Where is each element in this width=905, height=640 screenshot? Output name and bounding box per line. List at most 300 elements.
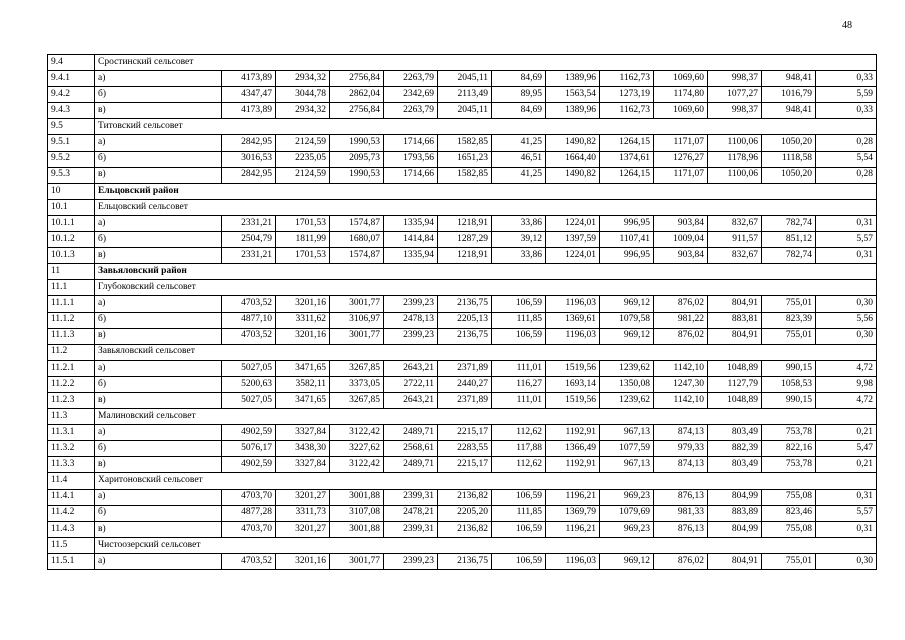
value-cell: 2399,31 bbox=[384, 489, 438, 505]
row-code: 9.4.2 bbox=[48, 87, 95, 103]
value-cell: 0,31 bbox=[816, 489, 877, 505]
value-cell: 804,99 bbox=[708, 521, 762, 537]
table-row bbox=[48, 167, 877, 183]
table-row bbox=[48, 296, 877, 312]
value-cell: 2756,84 bbox=[330, 103, 384, 119]
value-cell: 2215,17 bbox=[438, 425, 492, 441]
row-code: 10 bbox=[48, 183, 95, 199]
value-cell: 2136,82 bbox=[438, 521, 492, 537]
table-row bbox=[48, 425, 877, 441]
value-cell: 1264,15 bbox=[600, 167, 654, 183]
value-cell: 1079,69 bbox=[600, 505, 654, 521]
table-row bbox=[48, 312, 877, 328]
section-header-row bbox=[48, 409, 877, 425]
value-cell: 5027,05 bbox=[222, 360, 276, 376]
value-cell: 2371,89 bbox=[438, 360, 492, 376]
value-cell: 882,39 bbox=[708, 441, 762, 457]
row-variant-label: в) bbox=[95, 392, 222, 408]
value-cell: 1680,07 bbox=[330, 232, 384, 248]
value-cell: 1335,94 bbox=[384, 215, 438, 231]
table-row bbox=[48, 360, 877, 376]
table-row bbox=[48, 328, 877, 344]
value-cell: 1009,04 bbox=[654, 232, 708, 248]
section-title: Титовский сельсовет bbox=[95, 119, 877, 135]
value-cell: 3201,16 bbox=[276, 296, 330, 312]
value-cell: 4347,47 bbox=[222, 87, 276, 103]
value-cell: 876,02 bbox=[654, 296, 708, 312]
value-cell: 1693,14 bbox=[546, 376, 600, 392]
section-header-row bbox=[48, 473, 877, 489]
value-cell: 1178,96 bbox=[708, 151, 762, 167]
value-cell: 1192,91 bbox=[546, 425, 600, 441]
value-cell: 903,84 bbox=[654, 248, 708, 264]
value-cell: 969,12 bbox=[600, 328, 654, 344]
value-cell: 2095,73 bbox=[330, 151, 384, 167]
value-cell: 1574,87 bbox=[330, 248, 384, 264]
district-header-row bbox=[48, 183, 877, 199]
value-cell: 1414,84 bbox=[384, 232, 438, 248]
table-row bbox=[48, 457, 877, 473]
value-cell: 832,67 bbox=[708, 248, 762, 264]
section-title: Сростинский сельсовет bbox=[95, 55, 877, 71]
value-cell: 1664,40 bbox=[546, 151, 600, 167]
value-cell: 1171,07 bbox=[654, 135, 708, 151]
value-cell: 804,91 bbox=[708, 553, 762, 569]
row-variant-label: в) bbox=[95, 103, 222, 119]
value-cell: 2045,11 bbox=[438, 103, 492, 119]
row-variant-label: б) bbox=[95, 151, 222, 167]
row-variant-label: а) bbox=[95, 553, 222, 569]
value-cell: 883,81 bbox=[708, 312, 762, 328]
value-cell: 1389,96 bbox=[546, 103, 600, 119]
value-cell: 111,85 bbox=[492, 505, 546, 521]
value-cell: 4703,70 bbox=[222, 521, 276, 537]
section-header-row bbox=[48, 280, 877, 296]
value-cell: 0,28 bbox=[816, 135, 877, 151]
value-cell: 1218,91 bbox=[438, 215, 492, 231]
value-cell: 106,59 bbox=[492, 521, 546, 537]
table-row bbox=[48, 215, 877, 231]
value-cell: 1563,54 bbox=[546, 87, 600, 103]
row-code: 10.1.3 bbox=[48, 248, 95, 264]
value-cell: 2862,04 bbox=[330, 87, 384, 103]
value-cell: 1264,15 bbox=[600, 135, 654, 151]
value-cell: 1990,53 bbox=[330, 135, 384, 151]
value-cell: 1127,79 bbox=[708, 376, 762, 392]
value-cell: 5,47 bbox=[816, 441, 877, 457]
value-cell: 2235,05 bbox=[276, 151, 330, 167]
value-cell: 782,74 bbox=[762, 215, 816, 231]
value-cell: 2045,11 bbox=[438, 71, 492, 87]
value-cell: 2136,75 bbox=[438, 328, 492, 344]
value-cell: 822,16 bbox=[762, 441, 816, 457]
tariff-table bbox=[47, 54, 877, 570]
value-cell: 2371,89 bbox=[438, 392, 492, 408]
section-title: Малиновский сельсовет bbox=[95, 409, 877, 425]
value-cell: 5,59 bbox=[816, 87, 877, 103]
value-cell: 1701,53 bbox=[276, 248, 330, 264]
value-cell: 84,69 bbox=[492, 103, 546, 119]
table-row bbox=[48, 103, 877, 119]
value-cell: 3201,27 bbox=[276, 521, 330, 537]
value-cell: 3327,84 bbox=[276, 457, 330, 473]
value-cell: 804,99 bbox=[708, 489, 762, 505]
value-cell: 0,30 bbox=[816, 553, 877, 569]
value-cell: 3016,53 bbox=[222, 151, 276, 167]
value-cell: 1192,91 bbox=[546, 457, 600, 473]
value-cell: 969,12 bbox=[600, 553, 654, 569]
value-cell: 1077,59 bbox=[600, 441, 654, 457]
row-variant-label: в) bbox=[95, 328, 222, 344]
value-cell: 3107,08 bbox=[330, 505, 384, 521]
value-cell: 876,02 bbox=[654, 328, 708, 344]
value-cell: 876,13 bbox=[654, 489, 708, 505]
table-row bbox=[48, 151, 877, 167]
value-cell: 1196,03 bbox=[546, 553, 600, 569]
value-cell: 1224,01 bbox=[546, 248, 600, 264]
value-cell: 1100,06 bbox=[708, 135, 762, 151]
value-cell: 1016,79 bbox=[762, 87, 816, 103]
value-cell: 1247,30 bbox=[654, 376, 708, 392]
value-cell: 5,57 bbox=[816, 505, 877, 521]
value-cell: 0,21 bbox=[816, 457, 877, 473]
table-row bbox=[48, 553, 877, 569]
value-cell: 1069,60 bbox=[654, 71, 708, 87]
row-variant-label: а) bbox=[95, 489, 222, 505]
row-variant-label: б) bbox=[95, 505, 222, 521]
row-code: 11 bbox=[48, 264, 95, 280]
row-code: 10.1 bbox=[48, 199, 95, 215]
value-cell: 1582,85 bbox=[438, 167, 492, 183]
table-row bbox=[48, 392, 877, 408]
value-cell: 0,30 bbox=[816, 296, 877, 312]
value-cell: 1077,27 bbox=[708, 87, 762, 103]
value-cell: 1239,62 bbox=[600, 360, 654, 376]
value-cell: 1519,56 bbox=[546, 392, 600, 408]
value-cell: 874,13 bbox=[654, 457, 708, 473]
value-cell: 106,59 bbox=[492, 296, 546, 312]
row-code: 9.4.3 bbox=[48, 103, 95, 119]
value-cell: 1793,56 bbox=[384, 151, 438, 167]
value-cell: 2842,95 bbox=[222, 135, 276, 151]
value-cell: 1048,89 bbox=[708, 392, 762, 408]
value-cell: 3582,11 bbox=[276, 376, 330, 392]
row-code: 9.4.1 bbox=[48, 71, 95, 87]
value-cell: 3001,77 bbox=[330, 328, 384, 344]
value-cell: 1224,01 bbox=[546, 215, 600, 231]
value-cell: 1196,03 bbox=[546, 296, 600, 312]
row-variant-label: а) bbox=[95, 360, 222, 376]
value-cell: 1196,21 bbox=[546, 521, 600, 537]
section-header-row bbox=[48, 344, 877, 360]
value-cell: 755,08 bbox=[762, 521, 816, 537]
value-cell: 753,78 bbox=[762, 425, 816, 441]
value-cell: 1374,61 bbox=[600, 151, 654, 167]
value-cell: 876,02 bbox=[654, 553, 708, 569]
value-cell: 979,33 bbox=[654, 441, 708, 457]
value-cell: 967,13 bbox=[600, 425, 654, 441]
value-cell: 755,08 bbox=[762, 489, 816, 505]
value-cell: 5,54 bbox=[816, 151, 877, 167]
value-cell: 117,88 bbox=[492, 441, 546, 457]
value-cell: 755,01 bbox=[762, 328, 816, 344]
row-code: 9.5.1 bbox=[48, 135, 95, 151]
value-cell: 2568,61 bbox=[384, 441, 438, 457]
value-cell: 3267,85 bbox=[330, 392, 384, 408]
value-cell: 998,37 bbox=[708, 103, 762, 119]
value-cell: 883,89 bbox=[708, 505, 762, 521]
value-cell: 2756,84 bbox=[330, 71, 384, 87]
value-cell: 4877,10 bbox=[222, 312, 276, 328]
row-code: 9.5.2 bbox=[48, 151, 95, 167]
value-cell: 755,01 bbox=[762, 296, 816, 312]
value-cell: 4703,52 bbox=[222, 328, 276, 344]
value-cell: 1490,82 bbox=[546, 167, 600, 183]
value-cell: 41,25 bbox=[492, 135, 546, 151]
value-cell: 2113,49 bbox=[438, 87, 492, 103]
value-cell: 1519,56 bbox=[546, 360, 600, 376]
value-cell: 969,12 bbox=[600, 296, 654, 312]
row-variant-label: б) bbox=[95, 376, 222, 392]
value-cell: 1107,41 bbox=[600, 232, 654, 248]
value-cell: 1276,27 bbox=[654, 151, 708, 167]
value-cell: 3001,88 bbox=[330, 489, 384, 505]
value-cell: 753,78 bbox=[762, 457, 816, 473]
value-cell: 0,21 bbox=[816, 425, 877, 441]
table-row bbox=[48, 376, 877, 392]
row-variant-label: б) bbox=[95, 441, 222, 457]
row-variant-label: а) bbox=[95, 215, 222, 231]
table-row bbox=[48, 521, 877, 537]
value-cell: 1714,66 bbox=[384, 167, 438, 183]
value-cell: 2124,59 bbox=[276, 167, 330, 183]
value-cell: 1162,73 bbox=[600, 103, 654, 119]
value-cell: 2215,17 bbox=[438, 457, 492, 473]
row-code: 11.2.2 bbox=[48, 376, 95, 392]
value-cell: 981,22 bbox=[654, 312, 708, 328]
district-header-row bbox=[48, 264, 877, 280]
table-row bbox=[48, 232, 877, 248]
value-cell: 4703,52 bbox=[222, 553, 276, 569]
value-cell: 998,37 bbox=[708, 71, 762, 87]
value-cell: 1171,07 bbox=[654, 167, 708, 183]
value-cell: 2124,59 bbox=[276, 135, 330, 151]
table-row bbox=[48, 505, 877, 521]
value-cell: 4902,59 bbox=[222, 457, 276, 473]
value-cell: 39,12 bbox=[492, 232, 546, 248]
value-cell: 803,49 bbox=[708, 457, 762, 473]
value-cell: 782,74 bbox=[762, 248, 816, 264]
value-cell: 0,31 bbox=[816, 215, 877, 231]
value-cell: 2136,75 bbox=[438, 296, 492, 312]
value-cell: 1350,08 bbox=[600, 376, 654, 392]
value-cell: 106,59 bbox=[492, 489, 546, 505]
value-cell: 2643,21 bbox=[384, 360, 438, 376]
value-cell: 2504,79 bbox=[222, 232, 276, 248]
value-cell: 990,15 bbox=[762, 360, 816, 376]
value-cell: 2263,79 bbox=[384, 103, 438, 119]
value-cell: 2331,21 bbox=[222, 215, 276, 231]
value-cell: 2722,11 bbox=[384, 376, 438, 392]
value-cell: 874,13 bbox=[654, 425, 708, 441]
value-cell: 2399,31 bbox=[384, 521, 438, 537]
value-cell: 3227,62 bbox=[330, 441, 384, 457]
row-variant-label: в) bbox=[95, 248, 222, 264]
value-cell: 3201,27 bbox=[276, 489, 330, 505]
row-variant-label: в) bbox=[95, 521, 222, 537]
value-cell: 851,12 bbox=[762, 232, 816, 248]
value-cell: 1142,10 bbox=[654, 360, 708, 376]
section-header-row bbox=[48, 119, 877, 135]
value-cell: 3471,65 bbox=[276, 392, 330, 408]
row-code: 11.1 bbox=[48, 280, 95, 296]
row-code: 11.4.3 bbox=[48, 521, 95, 537]
value-cell: 106,59 bbox=[492, 328, 546, 344]
row-code: 11.2.1 bbox=[48, 360, 95, 376]
value-cell: 1990,53 bbox=[330, 167, 384, 183]
value-cell: 111,01 bbox=[492, 392, 546, 408]
value-cell: 3327,84 bbox=[276, 425, 330, 441]
value-cell: 5076,17 bbox=[222, 441, 276, 457]
value-cell: 1218,91 bbox=[438, 248, 492, 264]
row-code: 11.1.1 bbox=[48, 296, 95, 312]
value-cell: 996,95 bbox=[600, 215, 654, 231]
page-number: 48 bbox=[842, 20, 852, 31]
value-cell: 803,49 bbox=[708, 425, 762, 441]
value-cell: 0,33 bbox=[816, 103, 877, 119]
value-cell: 4877,28 bbox=[222, 505, 276, 521]
value-cell: 1050,20 bbox=[762, 135, 816, 151]
row-code: 10.1.1 bbox=[48, 215, 95, 231]
value-cell: 2136,75 bbox=[438, 553, 492, 569]
value-cell: 2440,27 bbox=[438, 376, 492, 392]
value-cell: 2842,95 bbox=[222, 167, 276, 183]
value-cell: 2643,21 bbox=[384, 392, 438, 408]
value-cell: 4,72 bbox=[816, 392, 877, 408]
value-cell: 3311,73 bbox=[276, 505, 330, 521]
district-title: Завьяловский район bbox=[95, 264, 877, 280]
district-title: Ельцовский район bbox=[95, 183, 877, 199]
value-cell: 112,62 bbox=[492, 425, 546, 441]
value-cell: 4,72 bbox=[816, 360, 877, 376]
value-cell: 2399,23 bbox=[384, 296, 438, 312]
value-cell: 1811,99 bbox=[276, 232, 330, 248]
value-cell: 1389,96 bbox=[546, 71, 600, 87]
row-code: 11.4 bbox=[48, 473, 95, 489]
value-cell: 3001,77 bbox=[330, 296, 384, 312]
value-cell: 1079,58 bbox=[600, 312, 654, 328]
section-header-row bbox=[48, 537, 877, 553]
row-code: 11.5 bbox=[48, 537, 95, 553]
row-variant-label: а) bbox=[95, 135, 222, 151]
value-cell: 832,67 bbox=[708, 215, 762, 231]
value-cell: 948,41 bbox=[762, 71, 816, 87]
value-cell: 3106,97 bbox=[330, 312, 384, 328]
row-code: 11.3 bbox=[48, 409, 95, 425]
value-cell: 1048,89 bbox=[708, 360, 762, 376]
value-cell: 1058,53 bbox=[762, 376, 816, 392]
value-cell: 876,13 bbox=[654, 521, 708, 537]
value-cell: 2478,13 bbox=[384, 312, 438, 328]
row-code: 9.5 bbox=[48, 119, 95, 135]
value-cell: 3001,88 bbox=[330, 521, 384, 537]
value-cell: 2205,13 bbox=[438, 312, 492, 328]
row-code: 11.1.3 bbox=[48, 328, 95, 344]
value-cell: 2205,20 bbox=[438, 505, 492, 521]
value-cell: 1196,03 bbox=[546, 328, 600, 344]
row-variant-label: а) bbox=[95, 296, 222, 312]
value-cell: 0,31 bbox=[816, 248, 877, 264]
row-variant-label: б) bbox=[95, 232, 222, 248]
table-row bbox=[48, 489, 877, 505]
row-variant-label: а) bbox=[95, 425, 222, 441]
section-header-row bbox=[48, 199, 877, 215]
section-title: Чистоозерский сельсовет bbox=[95, 537, 877, 553]
value-cell: 2489,71 bbox=[384, 425, 438, 441]
value-cell: 1142,10 bbox=[654, 392, 708, 408]
value-cell: 3201,16 bbox=[276, 553, 330, 569]
value-cell: 948,41 bbox=[762, 103, 816, 119]
value-cell: 2489,71 bbox=[384, 457, 438, 473]
row-code: 11.4.1 bbox=[48, 489, 95, 505]
value-cell: 1651,23 bbox=[438, 151, 492, 167]
value-cell: 4173,89 bbox=[222, 71, 276, 87]
value-cell: 1582,85 bbox=[438, 135, 492, 151]
section-title: Глубоковский сельсовет bbox=[95, 280, 877, 296]
row-code: 10.1.2 bbox=[48, 232, 95, 248]
value-cell: 3001,77 bbox=[330, 553, 384, 569]
value-cell: 1050,20 bbox=[762, 167, 816, 183]
value-cell: 1574,87 bbox=[330, 215, 384, 231]
row-code: 9.5.3 bbox=[48, 167, 95, 183]
value-cell: 33,86 bbox=[492, 215, 546, 231]
row-code: 11.2.3 bbox=[48, 392, 95, 408]
value-cell: 1335,94 bbox=[384, 248, 438, 264]
value-cell: 46,51 bbox=[492, 151, 546, 167]
section-title: Ельцовский сельсовет bbox=[95, 199, 877, 215]
value-cell: 3471,65 bbox=[276, 360, 330, 376]
value-cell: 112,62 bbox=[492, 457, 546, 473]
value-cell: 0,33 bbox=[816, 71, 877, 87]
value-cell: 804,91 bbox=[708, 328, 762, 344]
section-title: Завьяловский сельсовет bbox=[95, 344, 877, 360]
value-cell: 3267,85 bbox=[330, 360, 384, 376]
value-cell: 1366,49 bbox=[546, 441, 600, 457]
value-cell: 2331,21 bbox=[222, 248, 276, 264]
value-cell: 5,56 bbox=[816, 312, 877, 328]
value-cell: 1100,06 bbox=[708, 167, 762, 183]
value-cell: 3201,16 bbox=[276, 328, 330, 344]
value-cell: 5200,63 bbox=[222, 376, 276, 392]
value-cell: 1239,62 bbox=[600, 392, 654, 408]
value-cell: 4173,89 bbox=[222, 103, 276, 119]
value-cell: 84,69 bbox=[492, 71, 546, 87]
value-cell: 1174,80 bbox=[654, 87, 708, 103]
value-cell: 996,95 bbox=[600, 248, 654, 264]
value-cell: 3373,05 bbox=[330, 376, 384, 392]
value-cell: 3044,78 bbox=[276, 87, 330, 103]
value-cell: 903,84 bbox=[654, 215, 708, 231]
table-row bbox=[48, 441, 877, 457]
value-cell: 2342,69 bbox=[384, 87, 438, 103]
row-variant-label: а) bbox=[95, 71, 222, 87]
value-cell: 1369,79 bbox=[546, 505, 600, 521]
table-row bbox=[48, 87, 877, 103]
table-row bbox=[48, 71, 877, 87]
value-cell: 0,31 bbox=[816, 521, 877, 537]
value-cell: 4703,70 bbox=[222, 489, 276, 505]
value-cell: 116,27 bbox=[492, 376, 546, 392]
